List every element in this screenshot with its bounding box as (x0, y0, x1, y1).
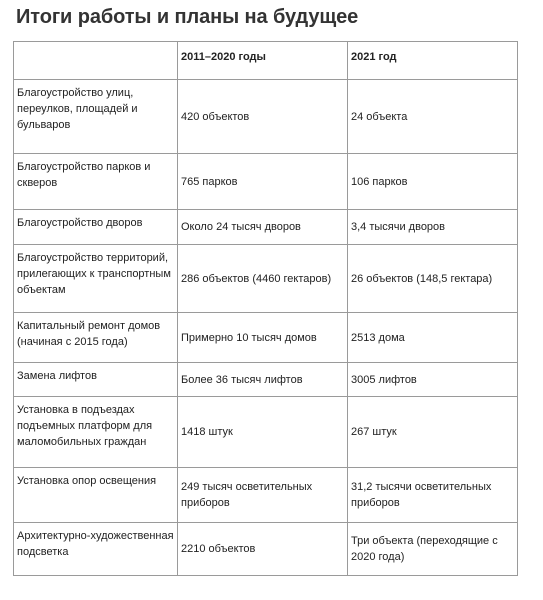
value-2021: 31,2 тысячи осветительных приборов (348, 468, 518, 523)
page-title: Итоги работы и планы на будущее (16, 6, 359, 28)
row-label: Капитальный ремонт домов (начиная с 2015 года) (14, 313, 178, 363)
table-row (14, 397, 518, 468)
value-2011-2020: Более 36 тысяч лифтов (178, 363, 348, 397)
row-label: Благоустройство парков и скверов (14, 154, 178, 210)
value-2011-2020: 765 парков (178, 154, 348, 210)
row-label: Благоустройство улиц, переулков, площадей и бульваров (14, 80, 178, 154)
row-label: Установка в подъездах подъемных платформ для маломобильных граждан (14, 397, 178, 468)
value-2011-2020: Примерно 10 тысяч домов (178, 313, 348, 363)
value-2011-2020: 286 объектов (4460 гектаров) (178, 245, 348, 313)
row-label: Архитектурно-художественная подсветка (14, 523, 178, 576)
row-label: Замена лифтов (14, 363, 178, 397)
table-row (14, 313, 518, 363)
value-2021: 26 объектов (148,5 гектара) (348, 245, 518, 313)
table-row (14, 523, 518, 576)
value-2011-2020: 2210 объектов (178, 523, 348, 576)
value-2011-2020: Около 24 тысяч дворов (178, 210, 348, 245)
value-2011-2020: 1418 штук (178, 397, 348, 468)
table-row (14, 80, 518, 154)
row-label: Благоустройство территорий, прилегающих к транспортным объектам (14, 245, 178, 313)
row-label: Установка опор освещения (14, 468, 178, 523)
value-2011-2020: 420 объектов (178, 80, 348, 154)
table-row (14, 210, 518, 245)
table-row (14, 468, 518, 523)
row-label: Благоустройство дворов (14, 210, 178, 245)
column-header-empty (14, 42, 178, 80)
value-2021: 106 парков (348, 154, 518, 210)
value-2021: Три объекта (переходящие с 2020 года) (348, 523, 518, 576)
value-2021: 24 объекта (348, 80, 518, 154)
column-header-2011-2020: 2011–2020 годы (178, 42, 348, 80)
column-header-2021: 2021 год (348, 42, 518, 80)
table-row (14, 154, 518, 210)
value-2011-2020: 249 тысяч осветительных приборов (178, 468, 348, 523)
value-2021: 2513 дома (348, 313, 518, 363)
table-row (14, 245, 518, 313)
value-2021: 3005 лифтов (348, 363, 518, 397)
value-2021: 3,4 тысячи дворов (348, 210, 518, 245)
table-row (14, 363, 518, 397)
table-header-row (14, 42, 518, 80)
results-table (13, 41, 518, 576)
value-2021: 267 штук (348, 397, 518, 468)
